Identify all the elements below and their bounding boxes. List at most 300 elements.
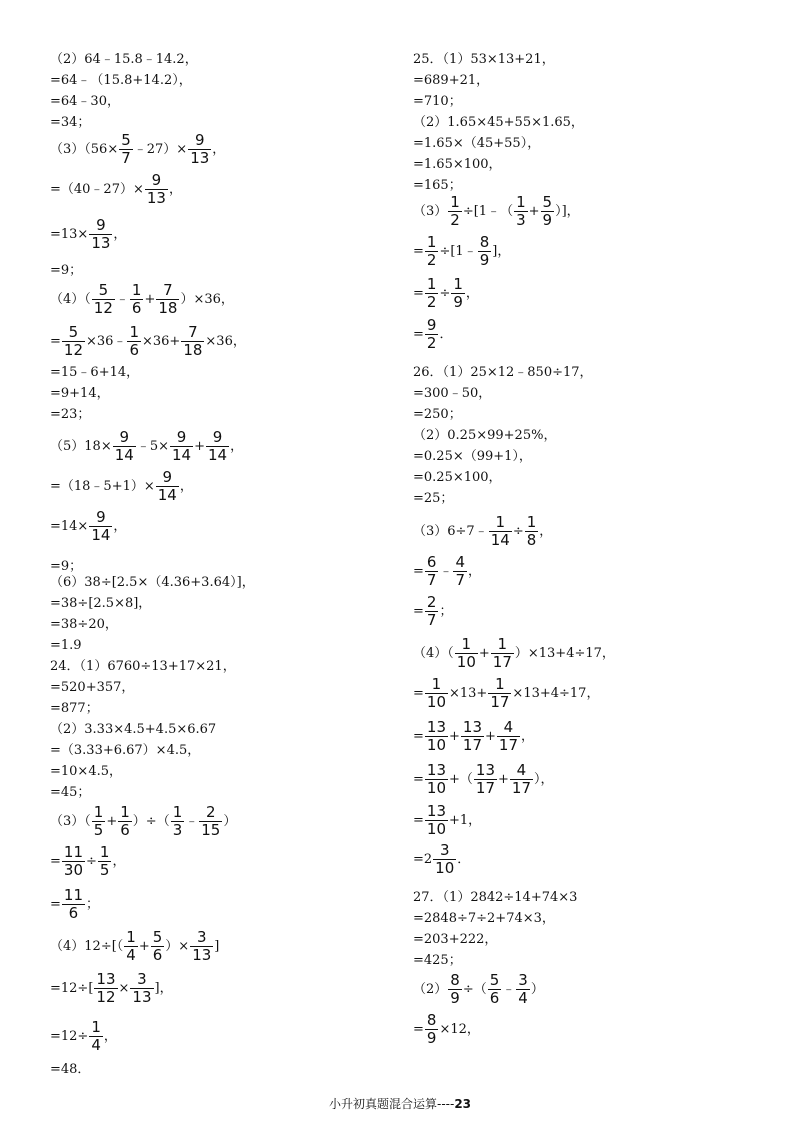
- math-text: +1，: [449, 813, 482, 828]
- numerator: 4: [455, 553, 466, 571]
- math-text: ×13+: [449, 686, 488, 701]
- math-text: =250；: [413, 407, 462, 422]
- denominator: 7: [426, 571, 437, 589]
- numerator: 3: [433, 843, 456, 860]
- denominator: 6: [68, 904, 79, 922]
- numerator: 9: [206, 430, 229, 447]
- denominator: 6: [152, 946, 163, 964]
- denominator: 2: [450, 211, 460, 229]
- denominator: 13: [146, 189, 166, 207]
- math-text: =38÷[2.5×8]，: [50, 596, 152, 611]
- numerator: 3: [518, 971, 528, 989]
- math-text: =12÷: [50, 1029, 89, 1044]
- numerator: 4: [497, 720, 520, 737]
- numerator: 13: [96, 970, 116, 988]
- math-text: +（: [449, 772, 473, 787]
- denominator: 17: [511, 779, 531, 797]
- math-line: [413, 677, 599, 710]
- math-text: ）: [223, 814, 237, 829]
- math-text: 27．（1）2842÷14+74×3: [413, 890, 578, 905]
- denominator: 12: [63, 341, 83, 359]
- denominator: 14: [114, 446, 134, 464]
- fraction: [127, 325, 141, 358]
- fraction: [478, 235, 492, 268]
- math-text: ．: [439, 327, 453, 342]
- denominator: 7: [121, 149, 131, 167]
- fraction: [425, 595, 439, 628]
- numerator: 11: [63, 886, 83, 904]
- math-text: =165；: [413, 178, 462, 193]
- denominator: 13: [91, 234, 111, 252]
- numerator: 1: [426, 275, 437, 293]
- numerator: 1: [129, 323, 139, 341]
- math-text: =（40﹣27）×: [50, 182, 144, 197]
- math-text: 18×: [84, 439, 112, 454]
- math-text: ）÷（: [132, 814, 170, 829]
- fraction: [119, 133, 133, 166]
- math-text: =48．: [50, 1062, 91, 1077]
- fraction: [130, 972, 153, 1005]
- math-text: =: [413, 564, 424, 579]
- math-text: 24．（1）6760÷13+17×21，: [50, 659, 236, 674]
- math-text: =64﹣（15.8+14.2），: [50, 73, 192, 88]
- math-text: =520+357，: [50, 680, 135, 695]
- math-line: [50, 1062, 90, 1078]
- math-text: ×12，: [439, 1022, 480, 1037]
- denominator: 14: [490, 531, 510, 549]
- math-text: +: [194, 439, 205, 454]
- math-text: ，: [168, 182, 182, 197]
- math-text: =: [413, 327, 424, 342]
- math-text: ，: [113, 227, 127, 242]
- fraction: [62, 845, 85, 878]
- math-line: [413, 595, 452, 628]
- page-footer: [0, 1095, 800, 1112]
- math-line: [50, 407, 90, 423]
- denominator: 30: [63, 861, 83, 879]
- fraction: [92, 805, 106, 838]
- math-line: [413, 843, 470, 876]
- math-text: （2）: [413, 982, 448, 997]
- math-text: ，: [113, 519, 127, 534]
- math-text: ）: [530, 982, 544, 997]
- math-line: [50, 659, 236, 675]
- math-line: [50, 218, 126, 251]
- numerator: 8: [426, 1011, 437, 1029]
- numerator: 3: [190, 930, 213, 947]
- numerator: 1: [120, 803, 130, 821]
- denominator: 6: [129, 341, 139, 359]
- denominator: 12: [96, 988, 116, 1006]
- math-text: （: [84, 814, 91, 829]
- math-text: （5）: [50, 439, 85, 454]
- math-text: （56×: [84, 142, 119, 157]
- math-text: ÷[1﹣（: [462, 204, 514, 219]
- math-text: =689+21，: [413, 73, 490, 88]
- math-text: （2）3.33×4.5+4.5×6.67: [50, 722, 217, 737]
- math-text: ×36+: [141, 334, 181, 349]
- fraction: [433, 843, 456, 876]
- fraction: [89, 218, 112, 251]
- math-line: [413, 94, 462, 110]
- fraction: [113, 430, 136, 463]
- math-text: （3）: [50, 814, 85, 829]
- math-line: [50, 325, 246, 358]
- math-text: （2）64﹣15.8﹣14.2，: [50, 52, 198, 67]
- math-text: =0.25×（99+1），: [413, 449, 532, 464]
- math-line: [50, 972, 173, 1005]
- numerator: 11: [63, 843, 83, 861]
- math-text: ．: [457, 852, 471, 867]
- fraction: [156, 283, 179, 316]
- numerator: 8: [450, 971, 460, 989]
- math-text: =12÷[: [50, 981, 94, 996]
- denominator: 9: [450, 989, 460, 1007]
- math-line: [50, 133, 225, 166]
- math-text: ]，: [492, 244, 511, 259]
- fraction: [453, 555, 467, 588]
- math-text: =: [413, 729, 424, 744]
- math-text: =13×: [50, 227, 89, 242]
- math-line: [50, 470, 193, 503]
- numerator: 1: [489, 515, 512, 532]
- numerator: 5: [489, 971, 500, 989]
- math-line: [50, 596, 151, 612]
- math-text: =38÷20，: [50, 617, 118, 632]
- math-text: =（3.33+6.67）×4.5，: [50, 743, 201, 758]
- math-text: （3）: [413, 204, 448, 219]
- denominator: 5: [93, 821, 104, 839]
- numerator: 9: [426, 316, 437, 334]
- numerator: 1: [453, 275, 463, 293]
- math-line: [50, 930, 219, 963]
- denominator: 3: [172, 821, 183, 839]
- fraction: [62, 888, 85, 921]
- fraction: [425, 555, 439, 588]
- numerator: 9: [170, 430, 193, 447]
- fraction: [94, 972, 117, 1005]
- fraction: [448, 195, 462, 228]
- math-line: [413, 637, 615, 670]
- fraction: [474, 763, 497, 796]
- math-line: [50, 785, 90, 801]
- fraction: [425, 677, 448, 710]
- math-line: [413, 318, 452, 351]
- fraction: [98, 845, 112, 878]
- denominator: 18: [183, 341, 203, 359]
- math-line: [413, 911, 555, 927]
- fraction: [510, 763, 533, 796]
- math-text: ，: [539, 524, 553, 539]
- denominator: 4: [91, 1036, 101, 1054]
- math-line: [50, 617, 118, 633]
- fraction: [206, 430, 229, 463]
- denominator: 12: [93, 299, 113, 317]
- math-text: +: [106, 814, 118, 829]
- fraction: [151, 930, 165, 963]
- math-line: [50, 173, 182, 206]
- numerator: 1: [425, 677, 448, 694]
- math-text: +: [485, 729, 496, 744]
- math-text: ÷（: [462, 982, 487, 997]
- math-text: ×36﹣: [86, 334, 127, 349]
- math-text: =: [413, 244, 424, 259]
- denominator: 17: [498, 736, 518, 754]
- denominator: 14: [91, 526, 111, 544]
- numerator: 5: [92, 283, 115, 300]
- math-line: [50, 638, 82, 654]
- numerator: 13: [462, 718, 482, 736]
- math-text: =64﹣30，: [50, 94, 120, 109]
- fraction: [497, 720, 520, 753]
- math-text: ÷[1﹣: [439, 244, 477, 259]
- fraction: [130, 283, 144, 316]
- math-text: =1.9: [50, 638, 82, 653]
- numerator: 1: [172, 803, 183, 821]
- fraction: [448, 973, 462, 1006]
- math-text: +: [498, 772, 509, 787]
- numerator: 5: [542, 193, 553, 211]
- math-text: =1.65×（45+55），: [413, 136, 541, 151]
- math-text: ÷: [86, 854, 97, 869]
- math-text: =34；: [50, 115, 91, 130]
- denominator: 6: [120, 821, 130, 839]
- math-text: ﹣5×: [136, 439, 169, 454]
- math-line: [50, 365, 139, 381]
- numerator: 8: [479, 233, 490, 251]
- denominator: 17: [490, 693, 510, 711]
- math-text: ）×36，: [180, 292, 234, 307]
- denominator: 9: [426, 1029, 437, 1047]
- numerator: 1: [526, 513, 537, 531]
- math-text: ）×: [165, 939, 190, 954]
- math-line: [50, 805, 236, 838]
- denominator: 14: [157, 486, 177, 504]
- math-text: =710；: [413, 94, 462, 109]
- fraction: [425, 318, 439, 351]
- math-text: （6）38÷[2.5×（4.36+3.64）]，: [50, 575, 255, 590]
- numerator: 7: [156, 283, 179, 300]
- fraction: [425, 277, 439, 310]
- numerator: 5: [152, 928, 163, 946]
- math-line: [50, 559, 82, 575]
- math-text: =2848÷7÷2+74×3，: [413, 911, 555, 926]
- math-line: [413, 953, 462, 969]
- fraction: [516, 973, 530, 1006]
- denominator: 18: [158, 299, 178, 317]
- numerator: 1: [126, 928, 136, 946]
- math-text: （4）: [50, 292, 85, 307]
- numerator: 1: [455, 637, 478, 654]
- math-line: [50, 386, 110, 402]
- numerator: 6: [426, 553, 437, 571]
- math-text: ﹣: [115, 292, 129, 307]
- math-text: ，: [468, 564, 482, 579]
- math-text: =: [413, 686, 424, 701]
- math-line: [413, 555, 481, 588]
- math-text: ，: [521, 729, 535, 744]
- denominator: 4: [518, 989, 528, 1007]
- denominator: 14: [171, 446, 192, 464]
- denominator: 9: [542, 211, 553, 229]
- math-line: [50, 283, 234, 316]
- math-text: =45；: [50, 785, 91, 800]
- math-text: =9；: [50, 263, 83, 278]
- denominator: 10: [426, 779, 446, 797]
- denominator: 2: [426, 293, 437, 311]
- math-text: =203+222，: [413, 932, 498, 947]
- numerator: 1: [491, 637, 514, 654]
- numerator: 1: [93, 803, 104, 821]
- denominator: 10: [426, 820, 446, 838]
- fraction: [92, 283, 115, 316]
- numerator: 2: [426, 593, 437, 611]
- math-line: [413, 804, 481, 837]
- fraction: [156, 470, 179, 503]
- fraction: [541, 195, 555, 228]
- fraction: [145, 173, 168, 206]
- numerator: 2: [199, 805, 222, 822]
- math-text: =2: [413, 852, 433, 867]
- math-line: [413, 720, 534, 753]
- math-text: =9+14，: [50, 386, 110, 401]
- denominator: 13: [190, 149, 210, 167]
- math-line: [50, 845, 125, 878]
- numerator: 1: [488, 677, 511, 694]
- math-line: [413, 195, 580, 228]
- numerator: 3: [130, 972, 153, 989]
- numerator: 1: [99, 843, 110, 861]
- math-text: =25；: [413, 491, 454, 506]
- math-text: =14×: [50, 519, 89, 534]
- math-text: =（18﹣5+1）×: [50, 479, 155, 494]
- math-text: =1.65×100，: [413, 157, 502, 172]
- fraction: [491, 637, 514, 670]
- math-line: [413, 449, 532, 465]
- math-text: ×36，: [205, 334, 246, 349]
- math-text: ）×13+4÷17，: [514, 646, 615, 661]
- math-line: [413, 73, 489, 89]
- fraction: [488, 677, 511, 710]
- math-text: =: [50, 854, 61, 869]
- math-text: ，: [179, 479, 193, 494]
- denominator: 9: [479, 251, 490, 269]
- math-line: [50, 722, 216, 738]
- math-text: =15﹣6+14，: [50, 365, 140, 380]
- denominator: 9: [453, 293, 463, 311]
- math-text: +: [449, 729, 460, 744]
- denominator: 2: [426, 251, 437, 269]
- numerator: 9: [89, 510, 112, 527]
- fraction: [170, 430, 193, 463]
- numerator: 1: [450, 193, 460, 211]
- fraction: [171, 805, 185, 838]
- math-text: 25．（1）53×13+21，: [413, 52, 555, 67]
- denominator: 4: [126, 946, 136, 964]
- math-text: ），: [534, 772, 554, 787]
- denominator: 8: [526, 531, 537, 549]
- numerator: 9: [113, 430, 136, 447]
- math-line: [413, 115, 584, 131]
- fraction: [461, 720, 484, 753]
- math-text: ﹣: [439, 564, 453, 579]
- math-text: ﹣27）×: [133, 142, 188, 157]
- math-text: （4）: [50, 939, 85, 954]
- math-line: [413, 386, 491, 402]
- denominator: 7: [455, 571, 466, 589]
- math-line: [413, 515, 552, 548]
- math-text: =10×4.5，: [50, 764, 123, 779]
- numerator: 13: [426, 718, 446, 736]
- denominator: 15: [201, 821, 221, 839]
- math-text: （2）1.65×45+55×1.65，: [413, 115, 584, 130]
- math-text: =877；: [50, 701, 99, 716]
- math-text: =: [413, 286, 424, 301]
- numerator: 7: [181, 325, 204, 342]
- math-line: [413, 932, 497, 948]
- math-line: [50, 888, 99, 921]
- numerator: 13: [426, 761, 446, 779]
- math-text: ，: [103, 1029, 117, 1044]
- math-line: [50, 701, 99, 717]
- math-line: [50, 743, 200, 759]
- math-text: ÷: [512, 524, 524, 539]
- fraction: [89, 510, 112, 543]
- denominator: 3: [516, 211, 526, 229]
- math-text: ；: [86, 897, 100, 912]
- math-text: 12÷[（: [84, 939, 124, 954]
- math-text: ]: [214, 939, 220, 954]
- fraction: [62, 325, 85, 358]
- math-text: +: [478, 646, 490, 661]
- denominator: 17: [462, 736, 482, 754]
- math-line: [50, 94, 120, 110]
- denominator: 13: [132, 988, 152, 1006]
- math-text: （3）6÷7﹣: [413, 524, 488, 539]
- fraction: [190, 930, 213, 963]
- fraction: [425, 235, 439, 268]
- math-text: ÷: [439, 286, 451, 301]
- math-line: [413, 470, 502, 486]
- math-text: +: [138, 939, 150, 954]
- math-line: [50, 73, 192, 89]
- numerator: 1: [516, 193, 526, 211]
- math-text: =: [50, 897, 61, 912]
- math-text: =0.25×100，: [413, 470, 502, 485]
- numerator: 1: [131, 281, 142, 299]
- math-text: =23；: [50, 407, 91, 422]
- fraction: [489, 515, 512, 548]
- fraction: [525, 515, 539, 548]
- math-text: ，: [112, 854, 126, 869]
- fraction: [118, 805, 132, 838]
- math-text: 26．（1）25×12﹣850÷17，: [413, 365, 593, 380]
- math-line: [413, 973, 544, 1006]
- math-text: ）]，: [555, 204, 580, 219]
- fraction: [514, 195, 528, 228]
- fraction: [425, 1013, 439, 1046]
- numerator: 1: [426, 233, 437, 251]
- math-line: [50, 680, 134, 696]
- denominator: 10: [426, 736, 446, 754]
- math-text: （4）（: [413, 646, 454, 661]
- fraction: [488, 973, 502, 1006]
- fraction: [425, 804, 448, 837]
- denominator: 10: [435, 859, 455, 877]
- numerator: 9: [89, 218, 112, 235]
- numerator: 13: [475, 761, 495, 779]
- fraction: [455, 637, 478, 670]
